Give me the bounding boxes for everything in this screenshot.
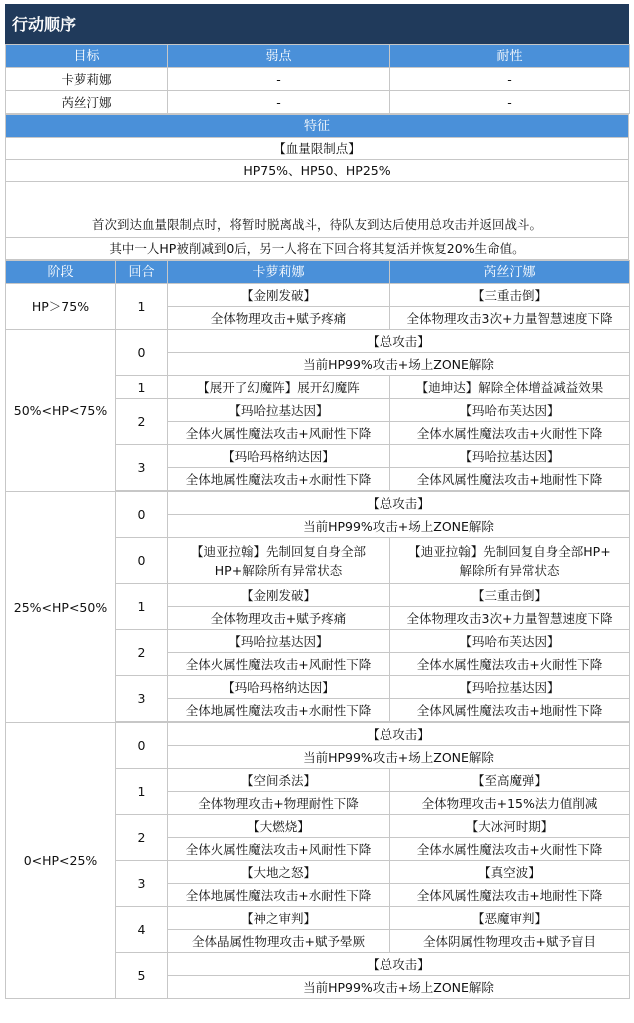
phase-label: 0<HP<25% — [6, 723, 116, 999]
target-weakness: - — [168, 68, 390, 91]
turn-number: 2 — [116, 815, 168, 861]
header-justine: 芮丝汀娜 — [390, 261, 630, 284]
skill-desc: 全体晶属性物理攻击+赋予晕厥 — [168, 930, 390, 953]
skill-name: 【大冰河时期】 — [390, 815, 630, 838]
skill-desc: 全体地属性魔法攻击+水耐性下降 — [168, 468, 390, 491]
skill-name: 【恶魔审判】 — [390, 907, 630, 930]
skill-desc: 全体物理攻击3次+力量智慧速度下降 — [390, 307, 630, 330]
turn-number: 3 — [116, 445, 168, 491]
skill-name: 【玛哈玛格纳达因】 — [168, 676, 390, 699]
skill-desc — [390, 538, 630, 584]
target-name: 芮丝汀娜 — [6, 91, 168, 114]
page-title: 行动顺序 — [5, 4, 629, 44]
turn-number: 0 — [116, 538, 168, 584]
skill-desc: 全体火属性魔法攻击+风耐性下降 — [168, 422, 390, 445]
turn-number: 0 — [116, 330, 168, 376]
skill-name: 【三重击倒】 — [390, 284, 630, 307]
header-turn: 回合 — [116, 261, 168, 284]
turn-number: 0 — [116, 723, 168, 769]
phase-label: 50%<HP<75% — [6, 330, 116, 492]
turn-number: 1 — [116, 284, 168, 330]
turn-number: 3 — [116, 861, 168, 907]
target-name: 卡萝莉娜 — [6, 68, 168, 91]
skill-name: 【玛哈布芙达因】 — [390, 630, 630, 653]
skill-desc: 当前HP99%攻击+场上ZONE解除 — [168, 976, 630, 999]
turn-number: 0 — [116, 492, 168, 538]
skill-name: 【空间杀法】 — [168, 769, 390, 792]
skill-name: 【玛哈拉基达因】 — [390, 676, 630, 699]
target-resistance: - — [390, 68, 630, 91]
skill-desc: 全体风属性魔法攻击+地耐性下降 — [390, 699, 630, 722]
action-table — [5, 260, 630, 999]
header-resistance: 耐性 — [390, 45, 630, 68]
turn-number: 2 — [116, 630, 168, 676]
skill-desc: 全体物理攻击3次+力量智慧速度下降 — [390, 607, 630, 630]
skill-name: 【玛哈拉基达因】 — [390, 445, 630, 468]
turn-number: 1 — [116, 376, 168, 399]
skill-desc: 当前HP99%攻击+场上ZONE解除 — [168, 515, 630, 538]
target-table — [5, 44, 630, 114]
skill-desc: 全体物理攻击+物理耐性下降 — [168, 792, 390, 815]
phase-label: 25%<HP<50% — [6, 492, 116, 723]
action-header-row — [6, 261, 630, 284]
skill-desc-line: 【迪亚拉翰】先制回复自身全部HP+ — [408, 543, 611, 559]
skill-name: 【至高魔弹】 — [390, 769, 630, 792]
skill-desc: 全体物理攻击+赋予疼痛 — [168, 607, 390, 630]
skill-name: 【总攻击】 — [168, 723, 630, 746]
skill-name: 【玛哈拉基达因】 — [168, 399, 390, 422]
feature-note-2: 其中一人HP被削减到0后，另一人将在下回合将其复活并恢复20%生命值。 — [6, 238, 629, 260]
features-table — [5, 114, 629, 260]
skill-desc: 全体物理攻击+15%法力值削减 — [390, 792, 630, 815]
skill-desc — [168, 538, 390, 584]
skill-desc: 全体水属性魔法攻击+火耐性下降 — [390, 653, 630, 676]
skill-desc-line: 解除所有异常状态 — [459, 562, 560, 578]
header-weakness: 弱点 — [168, 45, 390, 68]
action-order-panel — [5, 4, 629, 999]
table-row — [6, 68, 630, 91]
header-carolina: 卡萝莉娜 — [168, 261, 390, 284]
limit-values: HP75%、HP50、HP25% — [6, 160, 629, 182]
turn-number: 1 — [116, 584, 168, 630]
skill-desc: 全体水属性魔法攻击+火耐性下降 — [390, 422, 630, 445]
skill-desc: 全体风属性魔法攻击+地耐性下降 — [390, 884, 630, 907]
skill-desc: 全体风属性魔法攻击+地耐性下降 — [390, 468, 630, 491]
skill-name: 【金刚发破】 — [168, 284, 390, 307]
skill-desc: 全体水属性魔法攻击+火耐性下降 — [390, 838, 630, 861]
turn-number: 3 — [116, 676, 168, 722]
header-target: 目标 — [6, 45, 168, 68]
skill-desc: 全体物理攻击+赋予疼痛 — [168, 307, 390, 330]
skill-desc: 【迪坤达】解除全体增益减益效果 — [390, 376, 630, 399]
skill-desc: 全体地属性魔法攻击+水耐性下降 — [168, 699, 390, 722]
skill-desc: 全体火属性魔法攻击+风耐性下降 — [168, 653, 390, 676]
skill-desc: 全体火属性魔法攻击+风耐性下降 — [168, 838, 390, 861]
turn-number: 4 — [116, 907, 168, 953]
skill-name: 【大燃烧】 — [168, 815, 390, 838]
skill-desc: 【展开了幻魔阵】展开幻魔阵 — [168, 376, 390, 399]
target-weakness: - — [168, 91, 390, 114]
skill-desc: 全体地属性魔法攻击+水耐性下降 — [168, 884, 390, 907]
skill-name: 【总攻击】 — [168, 953, 630, 976]
skill-name: 【总攻击】 — [168, 330, 630, 353]
skill-name: 【神之审判】 — [168, 907, 390, 930]
header-phase: 阶段 — [6, 261, 116, 284]
feature-note-1: 首次到达血量限制点时，将暂时脱离战斗，待队友到达后使用总攻击并返回战斗。 — [6, 182, 629, 238]
turn-number: 2 — [116, 399, 168, 445]
skill-desc: 当前HP99%攻击+场上ZONE解除 — [168, 746, 630, 769]
skill-name: 【玛哈玛格纳达因】 — [168, 445, 390, 468]
target-header-row — [6, 45, 630, 68]
target-resistance: - — [390, 91, 630, 114]
turn-number: 1 — [116, 769, 168, 815]
skill-desc: 当前HP99%攻击+场上ZONE解除 — [168, 353, 630, 376]
skill-name: 【金刚发破】 — [168, 584, 390, 607]
limit-title: 【血量限制点】 — [6, 138, 629, 160]
skill-desc: 全体阴属性物理攻击+赋予盲目 — [390, 930, 630, 953]
skill-name: 【玛哈拉基达因】 — [168, 630, 390, 653]
skill-name: 【玛哈布芙达因】 — [390, 399, 630, 422]
skill-name: 【总攻击】 — [168, 492, 630, 515]
phase-label: HP＞75% — [6, 284, 116, 330]
skill-desc-line: HP+解除所有异常状态 — [214, 562, 343, 578]
skill-name: 【大地之怒】 — [168, 861, 390, 884]
skill-name: 【真空波】 — [390, 861, 630, 884]
skill-desc-line: 【迪亚拉翰】先制回复自身全部 — [190, 543, 366, 559]
turn-number: 5 — [116, 953, 168, 999]
features-header: 特征 — [6, 115, 629, 138]
skill-name: 【三重击倒】 — [390, 584, 630, 607]
table-row — [6, 91, 630, 114]
